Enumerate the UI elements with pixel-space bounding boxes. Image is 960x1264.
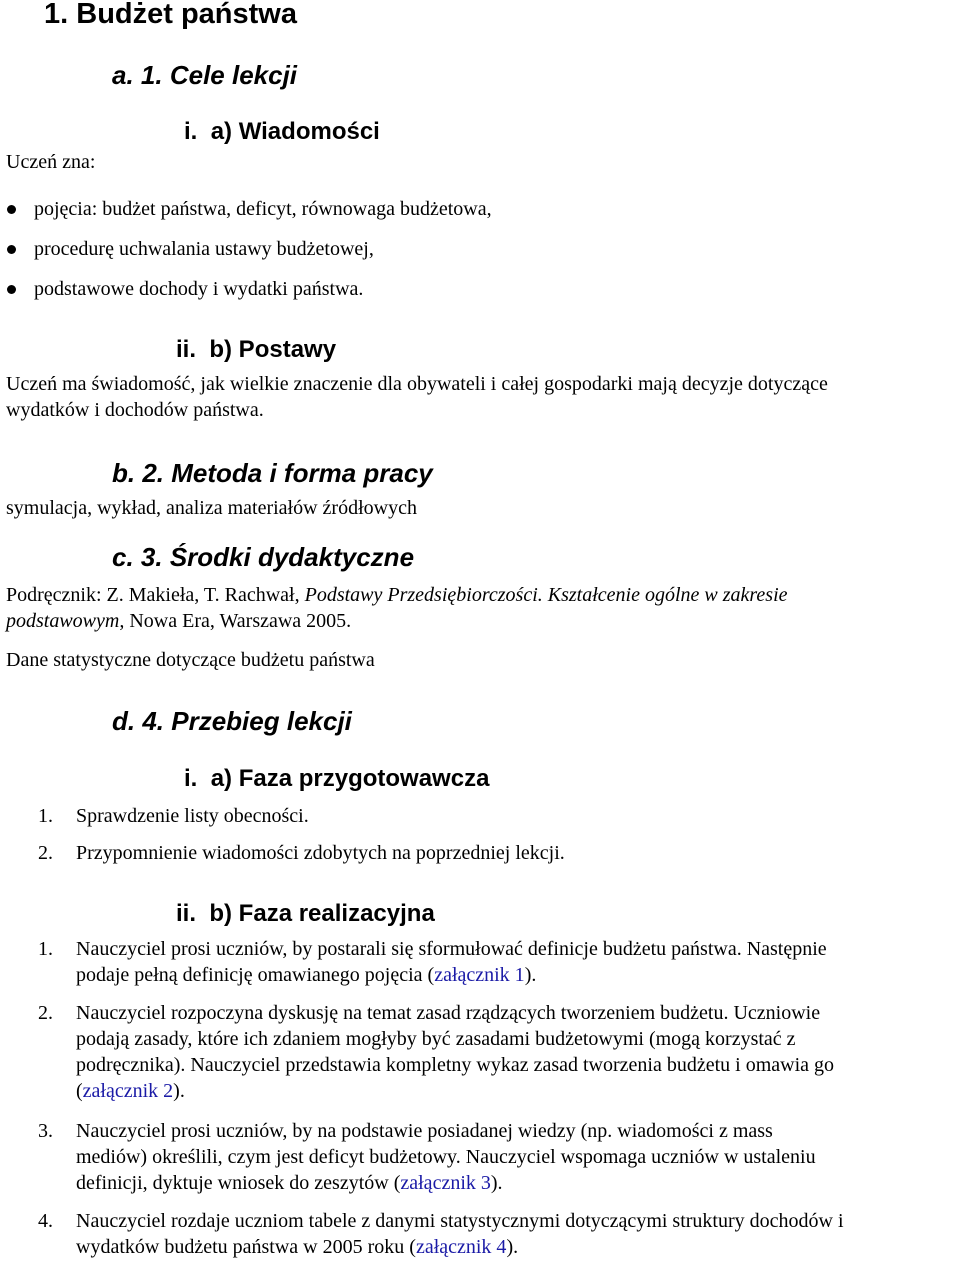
list-item: Sprawdzenie listy obecności. [76, 805, 309, 827]
list-item-text: wydatków budżetu państwa w 2005 roku ( [76, 1236, 416, 1258]
attachment-link[interactable]: załącznik 3 [400, 1172, 491, 1194]
section-marker: a. 1. [112, 60, 163, 90]
list-item-line [76, 1078, 185, 1104]
section-title: Środki dydaktyczne [169, 542, 415, 572]
section-marker: c. 3. [112, 542, 163, 572]
stats-text: Dane statystyczne dotyczące budżetu państwa [6, 649, 375, 671]
list-item-line: Nauczyciel rozdaje uczniom tabele z danymi statystycznymi dotyczącymi struktury dochodów i [76, 1210, 844, 1232]
list-item-text: ( [76, 1080, 83, 1102]
attachment-link[interactable]: załącznik 1 [434, 964, 525, 986]
subsection-marker: i. [184, 765, 198, 792]
list-item-text: definicji, dyktuje wniosek do zeszytów ( [76, 1172, 401, 1194]
list-item-line: mediów) określili, czym jest deficyt budżetowy. Nauczyciel wspomaga uczniów w ustaleniu [76, 1146, 816, 1168]
section-heading-lesson-flow [112, 706, 352, 737]
list-item-number: 1. [38, 805, 53, 827]
list-item-number: 2. [38, 842, 53, 864]
student-knows-label: Uczeń zna: [6, 151, 96, 173]
list-item-text: ). [524, 964, 537, 986]
attachment-link[interactable]: załącznik 2 [82, 1080, 174, 1102]
textbook-line-2 [6, 608, 351, 634]
list-item: Przypomnienie wiadomości zdobytych na poprzedniej lekcji. [76, 842, 565, 864]
bullet-icon [7, 285, 16, 294]
list-item-line [76, 962, 536, 988]
textbook-publisher: Nowa Era, Warszawa 2005. [129, 610, 352, 632]
attitudes-line: Uczeń ma świadomość, jak wielkie znaczenie dla obywateli i całej gospodarki mają decyzje dotyczące [6, 373, 828, 395]
list-item-text: ). [506, 1236, 519, 1258]
subsection-heading-preparation [184, 765, 489, 793]
subsection-title: a) Wiadomości [210, 118, 380, 145]
list-item-line: Nauczyciel prosi uczniów, by na podstawie posiadanej wiedzy (np. wiadomości z mass [76, 1120, 773, 1142]
subsection-title: b) Postawy [209, 336, 337, 363]
subsection-marker: ii. [176, 336, 197, 363]
title-text: Budżet państwa [76, 0, 297, 30]
list-item: podstawowe dochody i wydatki państwa. [34, 278, 364, 300]
document-title [44, 0, 297, 31]
attitudes-line: wydatków i dochodów państwa. [6, 399, 264, 421]
subsection-marker: ii. [176, 900, 197, 927]
section-title: Cele lekcji [169, 60, 298, 90]
subsection-heading-attitudes [176, 336, 336, 364]
textbook-title-cont: podstawowym, [6, 610, 125, 632]
list-item-number: 2. [38, 1002, 53, 1024]
section-title: Przebieg lekcji [171, 706, 352, 736]
section-title: Metoda i forma pracy [171, 458, 433, 488]
subsection-heading-realization [176, 900, 435, 928]
list-item: procedurę uchwalania ustawy budżetowej, [34, 238, 374, 260]
list-item-text: ). [173, 1080, 185, 1102]
list-item-line: Nauczyciel rozpoczyna dyskusję na temat zasad rządzących tworzeniem budżetu. Uczniowie [76, 1002, 821, 1024]
list-item-line: podają zasady, które ich zdaniem mogłyby być zasadami budżetowymi (mogą korzystać z [76, 1028, 796, 1050]
list-item-line: Nauczyciel prosi uczniów, by postarali się sformułować definicje budżetu państwa. Następnie [76, 938, 827, 960]
list-item-line [76, 1234, 518, 1260]
section-marker: d. 4. [112, 706, 165, 736]
subsection-marker: i. [184, 118, 198, 145]
subsection-heading-knowledge [184, 118, 380, 146]
list-item-number: 3. [38, 1120, 53, 1142]
subsection-title: a) Faza przygotowawcza [210, 765, 490, 792]
list-item-text: podaje pełną definicję omawianego pojęcia ( [76, 964, 435, 986]
list-item-line [76, 1170, 503, 1196]
section-heading-goals [112, 60, 297, 91]
list-item-text: ). [490, 1172, 503, 1194]
title-number: 1. [44, 0, 69, 30]
subsection-title: b) Faza realizacyjna [209, 900, 435, 927]
list-item-line: podręcznika). Nauczyciel przedstawia kompletny wykaz zasad tworzenia budżetu i omawia go [76, 1054, 835, 1076]
section-marker: b. 2. [112, 458, 165, 488]
list-item-number: 4. [38, 1210, 53, 1232]
list-item: pojęcia: budżet państwa, deficyt, równowaga budżetowa, [34, 198, 492, 220]
section-heading-methods [112, 458, 433, 489]
textbook-line-1 [6, 582, 788, 608]
textbook-prefix: Podręcznik: Z. Makieła, T. Rachwał, [6, 584, 300, 606]
section-heading-materials [112, 542, 414, 573]
methods-text: symulacja, wykład, analiza materiałów źródłowych [6, 497, 417, 519]
bullet-icon [7, 245, 16, 254]
textbook-title: Podstawy Przedsiębiorczości. Kształcenie ogólne w zakresie [304, 584, 788, 606]
bullet-icon [7, 205, 16, 214]
attachment-link[interactable]: załącznik 4 [415, 1236, 507, 1258]
list-item-number: 1. [38, 938, 53, 960]
